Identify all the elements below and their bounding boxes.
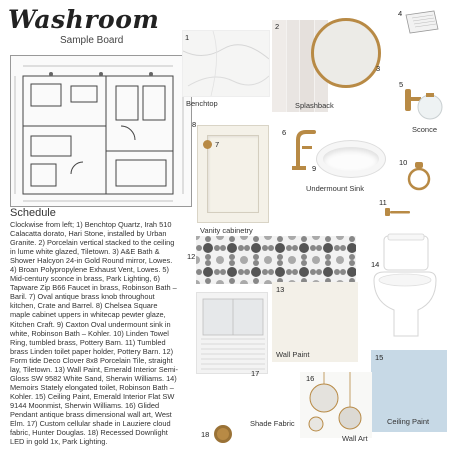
wall-paint-caption: Wall Paint xyxy=(276,350,310,359)
vanity-caption: Vanity cabinetry xyxy=(200,226,253,235)
undermount-sink xyxy=(316,140,386,178)
item-number-15: 15 xyxy=(375,353,384,362)
item-number-12: 12 xyxy=(187,252,196,261)
item-number-13: 13 xyxy=(276,285,285,294)
item-number-9: 9 xyxy=(312,164,317,173)
schedule-text: Clockwise from left; 1) Benchtop Quartz, Irah 510 Calacatta dorato, Hari Stone, installed by Urban Granite. 2) Porcelain vertical stacked to the ceiling in lume white glazed, Tiletown. 3) A&E Bath & Shower Halcyon 24-in Gold Round mirror, Lowes. 4) Broan Polypropylene Exhaust Vent, Lowes. 5) Mid-century sconce in brass, Park Lighting, 6) Tapware Zip B66 Faucet in brass, Robinson Bath – Baril. 7) Oval antique brass knob throughout kitchen, Crate and Barrel. 8) Chelsea Square maple cabinet uppers in whitecap pewter glaze, Kitchen Craft. 9) Caxton Oval undermount sink in white, Robinson Bath – Kohler. 10) Linden Towel Ring, tumbled brass, Pottery Barn. 11) Tumbled brass Linden toilet paper holder, Pottery Barn. 12) Form tide Deco Clover 8x8 Porcelain Tile, straight lay, Tiletown. 13) Wall Paint, Emerald Interior Semi-Gloss SW 9582 White Sand, Sherwin Williams. 14) Memoirs Stately elongated toilet, Robinson Bath – Kohler. 15) Ceiling Paint, Emerald Interior Flat SW 9144 Moonmist, Sherwin Williams. 16) Glided Pendant antique brass dimensional wall art, West Elm. 17) Custom cellular shade in Lauziere cloud fabric, Hunter Douglas. 18) Recessed Downlight LED in gold 1x, Park Lighting. xyxy=(10,220,178,447)
splashback-caption: Splashback xyxy=(295,101,334,110)
item-number-2: 2 xyxy=(275,22,280,31)
item-number-18: 18 xyxy=(201,430,210,439)
clover-tile-swatch xyxy=(196,236,356,284)
shade-fabric-swatch xyxy=(196,292,268,374)
wall-art-caption: Wall Art xyxy=(342,434,368,443)
toilet-paper-holder xyxy=(385,205,411,217)
sconce xyxy=(403,83,445,123)
board-title: Washroom xyxy=(8,5,160,34)
towel-ring xyxy=(405,162,433,192)
sconce-caption: Sconce xyxy=(412,125,438,134)
item-number-4: 4 xyxy=(398,9,403,18)
schedule-heading: Schedule xyxy=(10,207,56,219)
benchtop-swatch xyxy=(182,30,270,97)
item-number-1: 1 xyxy=(185,33,190,42)
item-number-5: 5 xyxy=(399,80,404,89)
item-number-6: 6 xyxy=(282,128,287,137)
item-number-3: 3 xyxy=(376,64,381,73)
toilet xyxy=(366,232,442,342)
ceiling-paint-caption: Ceiling Paint xyxy=(387,417,430,426)
item-number-8: 8 xyxy=(192,120,197,129)
board-subtitle: Sample Board xyxy=(60,35,124,46)
exhaust-vent xyxy=(404,9,440,35)
brass-knob xyxy=(203,140,212,149)
item-number-11: 11 xyxy=(379,198,387,207)
item-number-14: 14 xyxy=(371,260,380,269)
item-number-7: 7 xyxy=(215,140,220,149)
round-mirror xyxy=(311,18,381,88)
recessed-downlight xyxy=(214,425,232,443)
item-number-17: 17 xyxy=(251,369,260,378)
shade-fabric-caption: Shade Fabric xyxy=(250,419,295,428)
item-number-16: 16 xyxy=(306,374,315,383)
floor-plan xyxy=(10,55,192,207)
sink-caption: Undermount Sink xyxy=(306,184,364,193)
benchtop-caption: Benchtop xyxy=(186,99,218,108)
item-number-10: 10 xyxy=(399,158,408,167)
